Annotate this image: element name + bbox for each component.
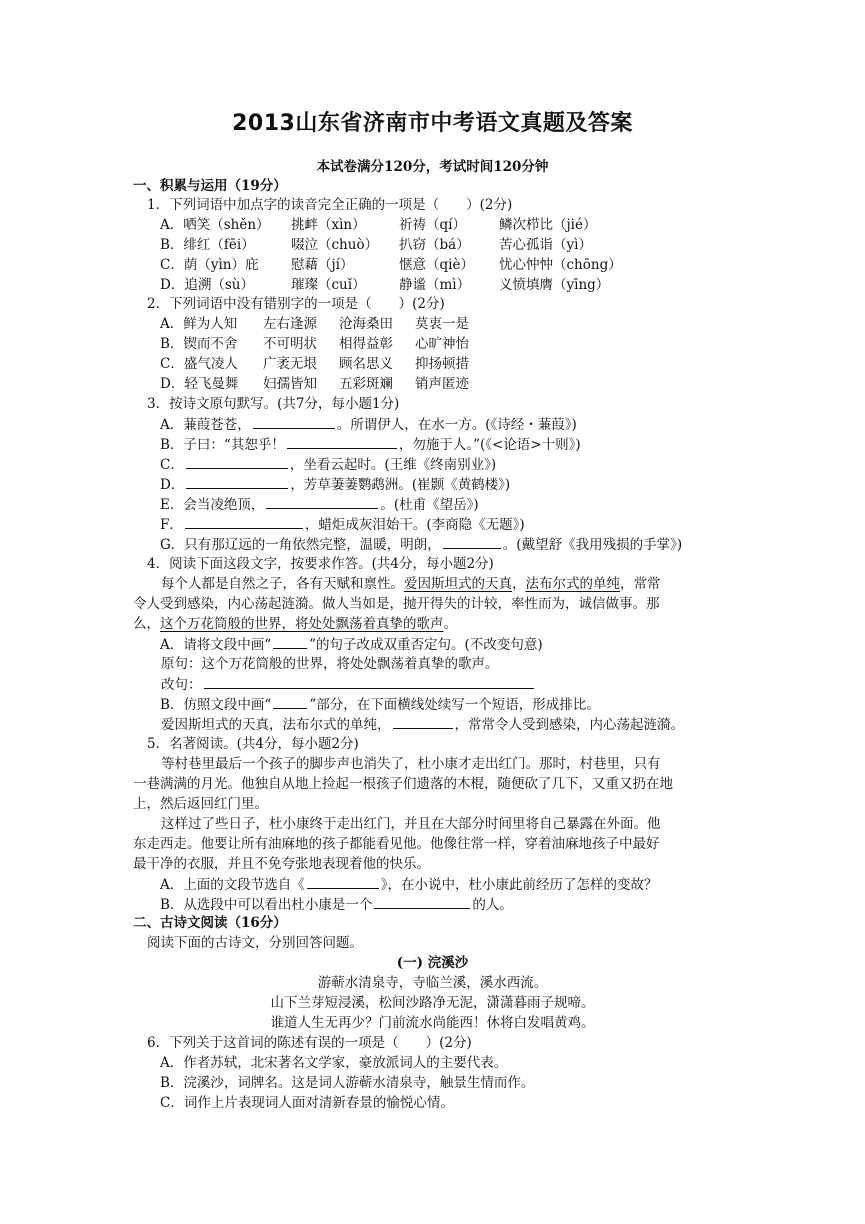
section-2-heading: 二、古诗文阅读（16分）: [133, 915, 287, 931]
answer-blank[interactable]: [253, 414, 335, 429]
q1-stem: 1．下列词语中加点字的读音完全正确的一项是（ ）(2分): [147, 197, 513, 213]
q5-passage-line: 最干净的衣服，并且不免夸张地表现着他的快乐。: [133, 856, 430, 872]
poem-line: 山下兰芽短浸溪，松间沙路净无泥，潇潇暮雨子规啼。: [270, 995, 595, 1011]
q5-passage-line: 这样过了些日子，杜小康终于走出红门，并且在大部分时间里将自己暴露在外面。他: [161, 816, 661, 832]
q3-item-a: A．蒹葭苍苍， 。所谓伊人，在水一方。(《诗经・蒹葭》): [160, 414, 577, 435]
section-2-intro: 阅读下面的古诗文，分别回答问题。: [147, 935, 363, 951]
poem-line: 谁道人生无再少？门前流水尚能西！休将白发唱黄鸡。: [270, 1015, 595, 1031]
q4-passage-line: 每个人都是自然之子，各有天赋和禀性。爱因斯坦式的天真，法布尔式的单纯，常常: [161, 576, 661, 592]
page-title: 2013山东省济南市中考语文真题及答案: [232, 111, 633, 136]
q3-item-e: E．会当凌绝顶， 。(杜甫《望岳》): [160, 494, 479, 515]
q5-stem: 5．名著阅读。(共4分，每小题2分): [147, 736, 359, 752]
q4-passage-line: 令人受到感染，内心荡起涟漪。做人当如是，抛开得失的计较，率性而为，诚信做事。那: [133, 596, 660, 612]
exam-subtitle: 本试卷满分120分，考试时间120分钟: [316, 159, 549, 175]
q5-item-b: B．从选段中可以看出杜小康是一个 的人。: [160, 894, 513, 915]
q4-item-b: B．仿照文段中画“ ”部分，在下面横线处续写一个短语，形成排比。: [160, 694, 600, 715]
poem-line: 游蕲水清泉寺，寺临兰溪，溪水西流。: [317, 975, 548, 991]
answer-blank[interactable]: [204, 674, 534, 689]
q6-option-c: C．词作上片表现词人面对清新春景的愉悦心情。: [160, 1095, 454, 1111]
q5-passage-line: 东走西走。他要让所有油麻地的孩子都能看见他。他像往常一样，穿着油麻地孩子中最好: [133, 836, 660, 852]
q4-passage-line: 么，这个万花筒般的世界，将处处飘荡着真挚的歌声。: [133, 616, 457, 632]
q6-option-b: B．浣溪沙，词牌名。这是词人游蕲水清泉寺，触景生情而作。: [160, 1075, 535, 1091]
q5-passage-line: 上，然后返回红门里。: [133, 796, 268, 812]
q3-item-d: D． ，芳草萋萋鹦鹉洲。(崔颢《黄鹤楼》): [160, 474, 510, 495]
section-1-heading: 一、积累与运用（19分）: [133, 178, 287, 194]
q4-stem: 4．阅读下面这段文字，按要求作答。(共4分，每小题2分): [147, 556, 494, 572]
q4-item-a: A．请将文段中画“ ”的句子改成双重否定句。(不改变句意): [160, 634, 543, 655]
q5-item-a: A．上面的文段节选自《 》，在小说中，杜小康此前经历了怎样的变故？: [160, 874, 658, 895]
q4-item-b-sentence: 爱因斯坦式的天真，法布尔式的单纯， ，常常令人受到感染，内心荡起涟漪。: [161, 714, 684, 735]
q3-stem: 3．按诗文原句默写。(共7分，每小题1分): [147, 396, 400, 412]
answer-blank[interactable]: [393, 714, 453, 729]
poem-title: (一) 浣溪沙: [396, 955, 469, 971]
q3-item-c: C． ，坐看云起时。(王维《终南别业》): [160, 454, 496, 475]
underline-mark: [273, 634, 307, 649]
q5-passage-line: 一巷满满的月光。他独自从地上捡起一根孩子们遗落的木棍，随便砍了几下，又重又扔在地: [133, 776, 673, 792]
q5-passage-line: 等村巷里最后一个孩子的脚步声也消失了，杜小康才走出红门。那时，村巷里，只有: [161, 756, 661, 772]
q2-stem: 2．下列词语中没有错别字的一项是（ ）(2分): [147, 296, 445, 312]
q6-option-a: A．作者苏轼，北宋著名文学家，豪放派词人的主要代表。: [160, 1055, 508, 1071]
underlined-phrase: 法布尔式的单纯: [525, 576, 620, 592]
answer-blank[interactable]: [287, 434, 397, 449]
q3-item-g: G．只有那辽远的一角依然完整，温暖，明朗， 。(戴望舒《我用残损的手掌》): [160, 534, 682, 555]
underlined-sentence: 这个万花筒般的世界，将处处飘荡着真挚的歌声: [160, 616, 444, 632]
q4-original-sentence: 原句：这个万花筒般的世界，将处处飘荡着真挚的歌声。: [161, 656, 499, 672]
underline-mark: [273, 694, 307, 709]
q4-revised-sentence: 改句：: [161, 674, 536, 695]
answer-blank[interactable]: [186, 454, 288, 469]
exam-page: 2013山东省济南市中考语文真题及答案 本试卷满分120分，考试时间120分钟 一、积累与运用（19分） 1．下列词语中加点字的读音完全正确的一项是（ ）(2分) A．哂笑（shěn） 挑衅（xìn） 祈祷（qí） 鳞次栉比（jié） B．绯红（fēi） 啜泣（chuò） 扒窃（bá） 苦心孤诣（yì） C．荫（yìn）庇 慰藉（jí） 惬意（qiè） 忧心忡忡（chōng） D．追溯（sù） 璀璨（cuǐ） 静谧（mì） 义愤填膺（yīng） 2．下列词语中没有错别字的一项是（ ）(2分) A．鲜为人知 左右逢源 沧海桑田 莫衷一是 B．锲而不舍 不可明状 相得益彰 心旷神怡 C．盛气凌人 广袤无垠 顾名思义 抑扬顿措 D．轻飞曼舞 妇孺皆知 五彩斑斓 销声匿迹 3．按诗文原句默写。(共7分，每小题1分) A．蒹葭苍苍， 。所谓伊人，在水一方。(《诗经・蒹葭》) B．子曰：“其恕乎！ ，勿施于人。”(《<论语>十则》) C． ，坐看云起时。(王维《终南别业》) D． ，芳草萋萋鹦鹉洲。(崔颢《黄鹤楼》) E．会当凌绝顶， 。(杜甫《望岳》) F． ，蜡炬成灰泪始干。(李商隐《无题》) G．只有那辽远的一角依然完整，温暖，明朗， 。(戴望舒《我用残损的手掌》) 4．阅读下面这段文字，按要求作答。(共4分，每小题2分) 每个人都是自然之子，各有天赋和禀性。爱因斯坦式的天真，法布尔式的单纯，常常 令人受到感染，内心荡起涟漪。做人当如是，抛开得失的计较，率性而为，诚信做事。那 么，这个万花筒般的世界，将处处飘荡着真挚的歌声。 A．请将文段中画“ ”的句子改成双重否定句。(不改变句意) 原句：这个万花筒般的世界，将处处飘荡着真挚的歌声。 改句： B．仿照文段中画“ ”部分，在下面横线处续写一个短语，形成排比。 爱因斯坦式的天真，法布尔式的单纯， ，常常令人受到感染，内心荡起涟漪。 5．名著阅读。(共4分，每小题2分) 等村巷里最后一个孩子的脚步声也消失了，杜小康才走出红门。那时，村巷里，只有 一巷满满的月光。他独自从地上捡起一根孩子们遗落的木棍，随便砍了几下，又重又扔在地 上，然后返回红门里。 这样过了些日子，杜小康终于走出红门，并且在大部分时间里将自己暴露在外面。他 东走西走。他要让所有油麻地的孩子都能看见他。他像往常一样，穿着油麻地孩子中最好 最干净的衣服，并且不免夸张地表现着他的快乐。 A．上面的文段节选自《 》，在小说中，杜小康此前经历了怎样的变故？ B．从选段中可以看出杜小康是一个 的人。 二、古诗文阅读（16分） 阅读下面的古诗文，分别回答问题。 (一) 浣溪沙 游蕲水清泉寺，寺临兰溪，溪水西流。 山下兰芽短浸溪，松间沙路净无泥，潇潇暮雨子规啼。 谁道人生无再少？门前流水尚能西！休将白发唱黄鸡。 6．下列关于这首词的陈述有误的一项是（ ）(2分) A．作者苏轼，北宋著名文学家，豪放派词人的主要代表。 B．浣溪沙，词牌名。这是词人游蕲水清泉寺，触景生情而作。 C．词作上片表现词人面对清新春景的愉悦心情。: [0, 0, 865, 1224]
q3-item-f: F． ，蜡炬成灰泪始干。(李商隐《无题》): [160, 514, 525, 535]
answer-blank[interactable]: [185, 514, 303, 529]
answer-blank[interactable]: [374, 894, 470, 909]
answer-blank[interactable]: [307, 874, 379, 889]
answer-blank[interactable]: [186, 474, 288, 489]
q6-stem: 6．下列关于这首词的陈述有误的一项是（ ）(2分): [147, 1035, 472, 1051]
underlined-phrase: 爱因斯坦式的天真: [404, 576, 512, 592]
answer-blank[interactable]: [443, 534, 501, 549]
answer-blank[interactable]: [266, 494, 378, 509]
q3-item-b: B．子曰：“其恕乎！ ，勿施于人。”(《<论语>十则》): [160, 434, 581, 455]
